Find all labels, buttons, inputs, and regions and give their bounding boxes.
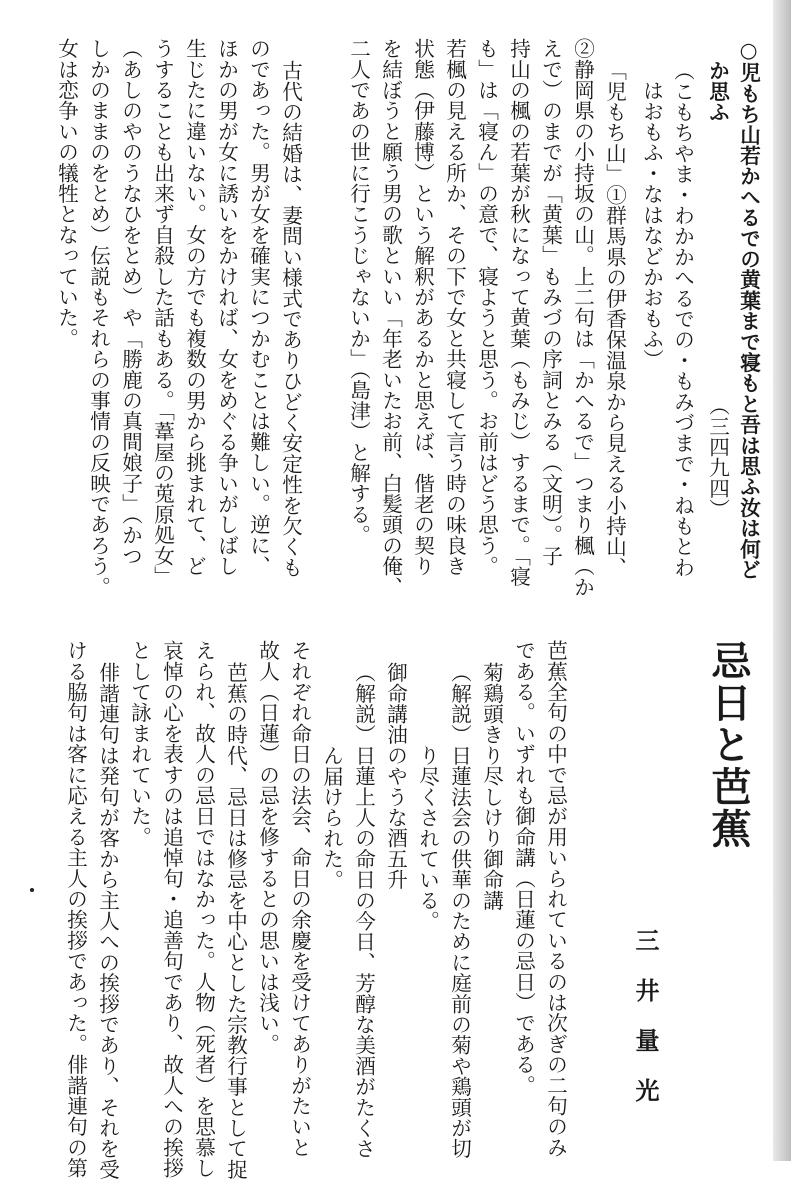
article-line-11: 芭蕉の時代、忌日は修忌を中心とした宗教行事として捉 [223, 662, 248, 1180]
article-line-1: 芭蕉全句の中で忌が用いられているのは次ぎの二句のみ [543, 640, 568, 1158]
commentary-line-5: も」は「寝ん」の意で、寝ようと思う。お前はどう思う。 [474, 38, 499, 577]
essay-line-1: 古代の結婚は、妻問い様式でありひどく安定性を欠くも [278, 60, 303, 578]
essay-line-6: （あしのやのうなひをとめ）や「勝鹿の真間娘子」（かつ [118, 38, 143, 566]
commentary-line-9: 二人であの世に行こうじゃないか」（島津）と解する。 [346, 38, 371, 546]
essay-line-7: しかのままのをとめ）伝説もそれらの事情の反映であろう。 [86, 38, 111, 597]
commentary-line-4: 持山の楓の若葉が秋になって黄葉（もみじ）するまで。「寝 [506, 38, 531, 587]
poem-heading-continued: か思ふ [705, 60, 730, 123]
poem-reading-line-2: はおもふ・なはなどかおもふ） [639, 80, 664, 370]
essay-line-2: のであった。男が女を確実につかむことは難しい。逆に、 [246, 38, 271, 577]
article-line-7: （解説）日蓮上人の命日の今日、芳醇な美酒がたくさ [351, 662, 376, 1159]
commentary-line-7: 状態（伊藤博）という解釈があるかと思えば、偕老の契り [410, 38, 435, 577]
article-line-8: ん届けられた。 [319, 745, 344, 890]
article-line-14: として詠まれていた。 [127, 640, 152, 847]
article-line-12: えられ、故人の忌日ではなかった。人物（死者）を思慕し [191, 640, 216, 1179]
commentary-line-1: 「児もち山」①群馬県の伊香保温泉から見える小持山、 [602, 60, 627, 578]
commentary-line-6: 若楓の見える所か、その下で女と共寝して言う時の味良き [442, 38, 467, 577]
poem-reading-line-1: （こもちやま・わかかへるでの・もみづまで・ねもとわ [670, 60, 695, 578]
essay-line-3: ほかの男が女に誘いをかければ、女をめぐる争いがしばし [214, 38, 239, 577]
article-line-10: 故人（日蓮）の忌を修するとの思いは浅い。 [255, 640, 280, 1054]
poem-heading: ○児もち山若かへるでの黄葉まで寝もと吾は思ふ汝は何ど [736, 38, 761, 580]
commentary-line-2: ②静岡県の小持坂の山。上二句は「かへるで」つまり楓（か [570, 38, 595, 597]
article-author: 三井量光 [631, 928, 659, 1128]
essay-line-8: 女は恋争いの犠牲となっていた。 [54, 38, 79, 349]
article-line-4: （解説）日蓮法会の供華のために庭前の菊や鶏頭が切 [447, 662, 472, 1159]
article-title: 忌日と芭蕉 [705, 640, 751, 850]
article-line-2: である。いずれも御命講（日蓮の忌日）である。 [511, 640, 536, 1096]
article-haiku-2: 御命講油のやうな酒五升 [383, 662, 408, 890]
essay-line-5: うすることも出来ず自殺した話もある。「葦屋の莵原処女」 [150, 38, 175, 587]
poem-number: （三四九四） [705, 395, 730, 520]
article-line-9: それぞれ命日の法会、命日の余慶を受けてありがたいと [287, 640, 312, 1158]
article-line-5: り尽くされている。 [415, 745, 440, 932]
commentary-line-8: を結ぼうと願う男の歌といい「年老いたお前、白髪頭の俺、 [378, 38, 403, 597]
article-line-16: ける脇句は客に応える主人の挨拶であった。俳諧連句の第 [63, 640, 88, 1179]
article-line-13: 哀悼の心を表すのは追悼句・追善句であり、故人への挨拶 [159, 640, 184, 1179]
commentary-line-3: えで）のまでが「黄葉」もみづの序詞とみる（文明）。子 [538, 38, 563, 566]
stray-dot-mark [30, 888, 34, 892]
article-haiku-1: 菊鶏頭きり尽しけり御命講 [479, 662, 504, 911]
article-line-15: 俳諧連句は発句が客から主人への挨拶であり、それを受 [95, 662, 120, 1180]
page-edge-shadow [773, 0, 791, 1161]
essay-line-4: 生じたに違いない。女の方でも複数の男から挑まれて、ど [182, 38, 207, 577]
